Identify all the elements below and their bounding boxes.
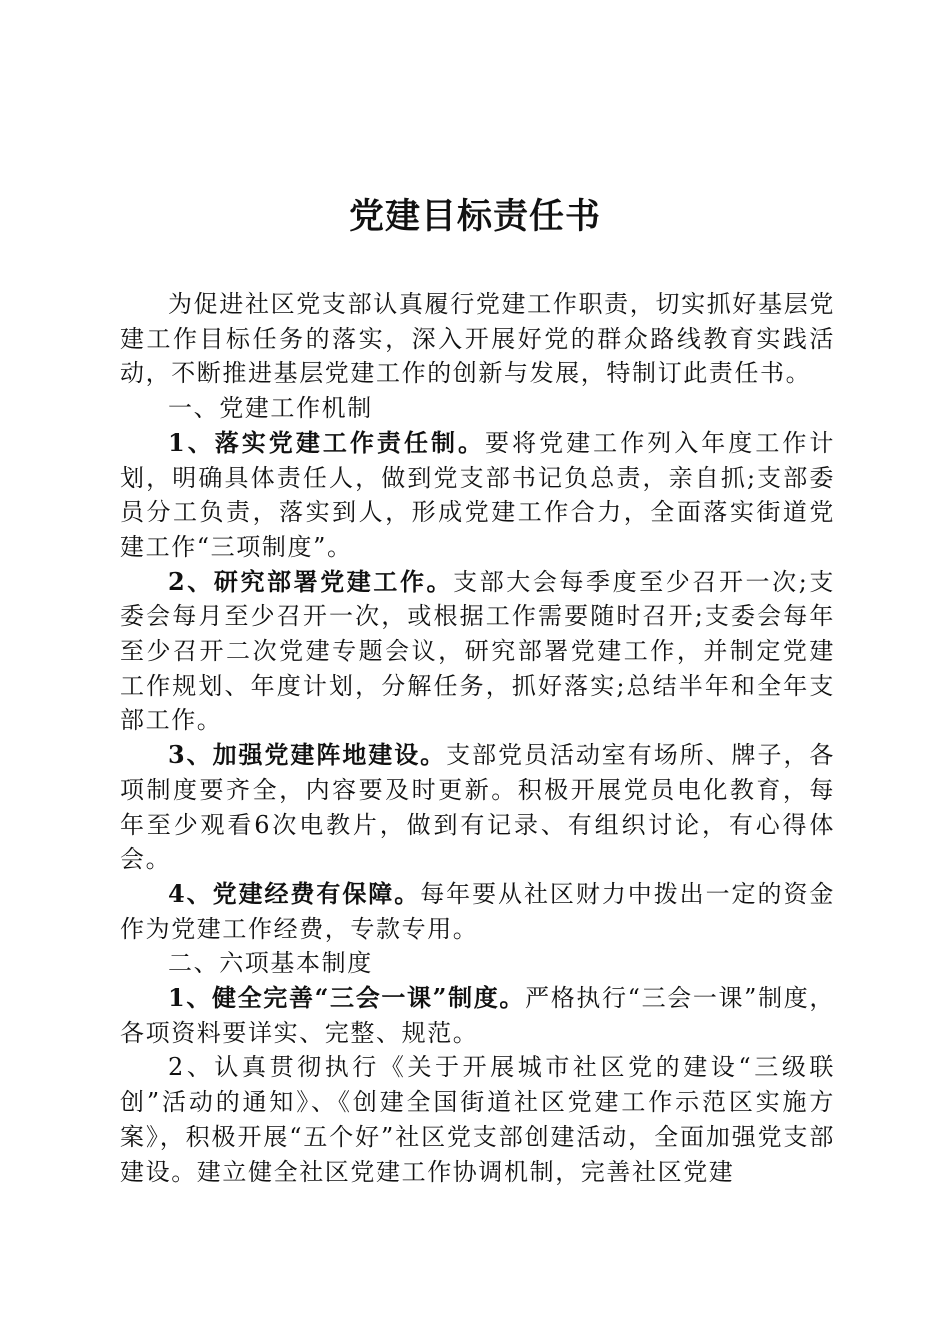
item-text: 每年要从社区财力中拨出一定的资金作为党建工作经费，专款专用。 (120, 879, 835, 943)
section-2-item-1 (120, 981, 835, 1050)
document-body (120, 287, 835, 1189)
section-1-item-4 (120, 877, 835, 946)
item-lead: 1、健全完善“三会一课”制度。 (168, 983, 526, 1013)
item-lead: 2、研究部署党建工作。 (168, 566, 454, 596)
intro-paragraph: 为促进社区党支部认真履行党建工作职责，切实抓好基层党建工作目标任务的落实，深入开展好党的群众路线教育实践活动，不断推进基层党建工作的创新与发展，特制订此责任书。 (120, 290, 835, 388)
item-lead: 1、落实党建工作责任制。 (168, 427, 486, 457)
item-text: 要将党建工作列入年度工作计划，明确具体责任人，做到党支部书记负总责，亲自抓;支部委员分工负责，落实到人，形成党建工作合力，全面落实街道党建工作“三项制度”。 (120, 428, 835, 561)
section-2-item-2 (120, 1050, 835, 1189)
section-2-heading: 二、六项基本制度 (168, 949, 373, 978)
item-lead: 3、加强党建阵地建设。 (168, 740, 447, 770)
item-text: 严格执行“三会一课”制度，各项资料要详实、完整、规范。 (120, 984, 835, 1047)
item-text: 2、认真贯彻执行《关于开展城市社区党的建设“三级联创”活动的通知》、《创建全国街道社区党建工作示范区实施方案》，积极开展“五个好”社区党支部创建活动，全面加强党支部建设。建立健全社区党建工作协调机制，完善社区党建 (120, 1053, 835, 1186)
document-title: 党建目标责任书 (348, 196, 601, 237)
item-text: 支部党员活动室有场所、牌子，各项制度要齐全，内容要及时更新。积极开展党员电化教育，每年至少观看6次电教片，做到有记录、有组织讨论，有心得体会。 (120, 741, 835, 874)
section-1-item-1 (120, 426, 835, 565)
section-1-item-2 (120, 565, 835, 739)
item-text: 支部大会每季度至少召开一次;支委会每月至少召开一次，或根据工作需要随时召开;支委会每年至少召开二次党建专题会议，研究部署党建工作，并制定党建工作规划、年度计划，分解任务，抓好落实;总结半年和全年支部工作。 (120, 567, 835, 735)
item-lead: 4、党建经费有保障。 (168, 878, 421, 908)
section-1-heading: 一、党建工作机制 (168, 394, 373, 423)
section-1-item-3 (120, 738, 835, 877)
